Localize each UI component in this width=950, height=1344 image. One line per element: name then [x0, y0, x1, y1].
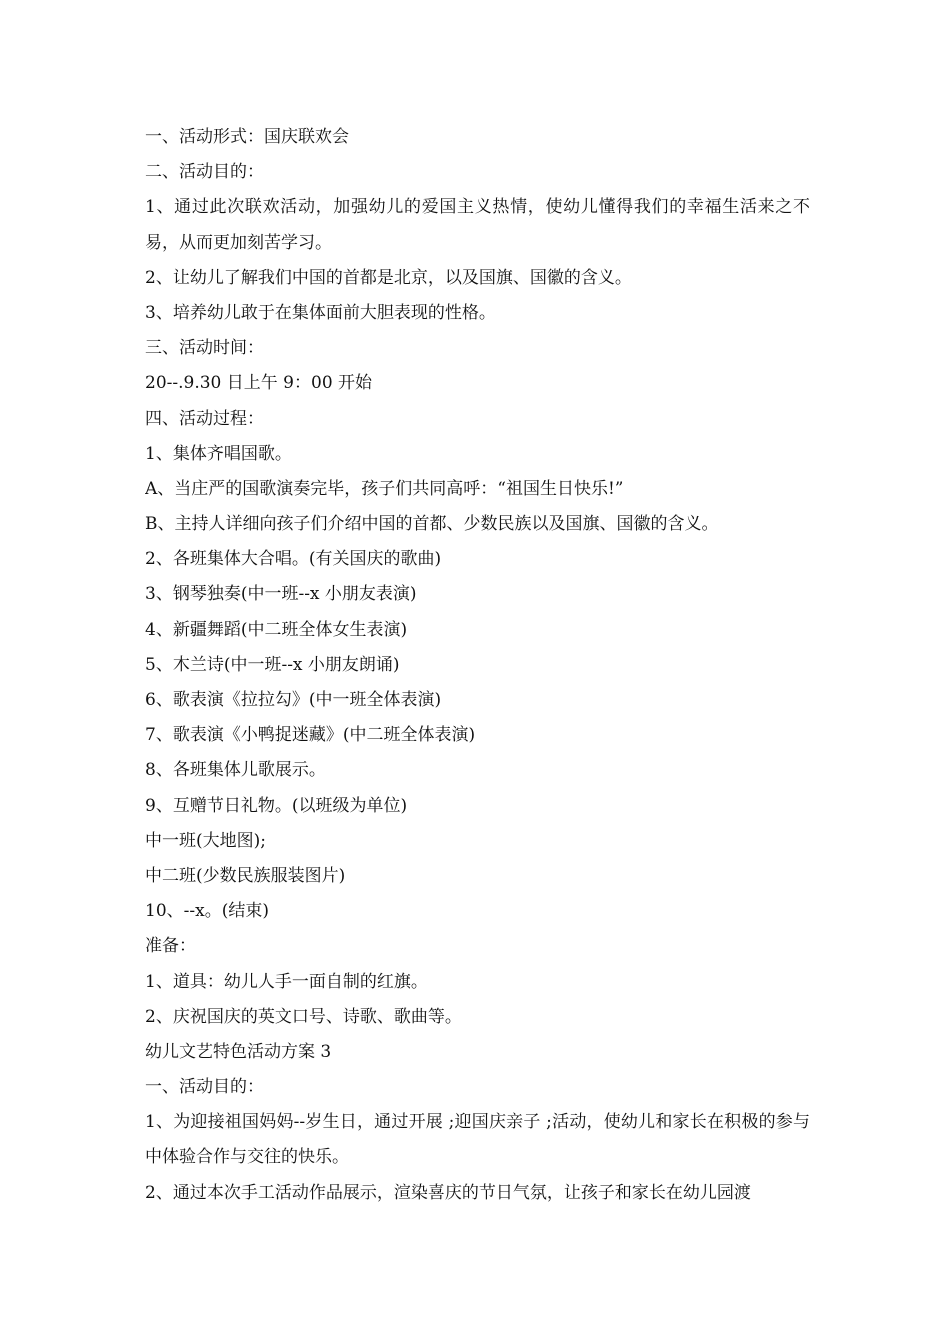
section-heading: 一、活动目的： [145, 1077, 264, 1098]
list-item: 2、庆祝国庆的英文口号、诗歌、歌曲等。 [145, 1006, 462, 1027]
paragraph: 2、通过本次手工活动作品展示，渲染喜庆的节日气氛，让孩子和家长在幼儿园渡 [145, 1182, 751, 1203]
paragraph: 20--.9.30 日上午 9：00 开始 [145, 373, 373, 394]
list-item: 6、歌表演《拉拉勾》(中一班全体表演) [145, 690, 442, 711]
paragraph: 3、培养幼儿敢于在集体面前大胆表现的性格。 [145, 302, 496, 323]
paragraph: 2、让幼儿了解我们中国的首都是北京，以及国旗、国徽的含义。 [145, 267, 632, 288]
list-item: 9、互赠节日礼物。(以班级为单位) [145, 795, 408, 816]
list-item: 1、道具：幼儿人手一面自制的红旗。 [145, 971, 428, 992]
list-item: 2、各班集体大合唱。(有关国庆的歌曲) [145, 549, 442, 570]
document-title: 幼儿文艺特色活动方案 3 [145, 1041, 332, 1062]
section-heading: 四、活动过程： [145, 408, 264, 429]
list-item: 中一班(大地图); [145, 830, 266, 851]
list-item: 5、木兰诗(中一班--x 小朋友朗诵) [145, 654, 400, 675]
list-item: 7、歌表演《小鸭捉迷藏》(中二班全体表演) [145, 725, 476, 746]
paragraph: 1、为迎接祖国妈妈--岁生日，通过开展 ;迎国庆亲子 ;活动，使幼儿和家长在积极的参与中体验合作与交往的快乐。 [145, 1112, 810, 1168]
document-body [145, 120, 810, 1211]
list-item: 中二班(少数民族服装图片) [145, 865, 346, 886]
list-item: A、当庄严的国歌演奏完毕，孩子们共同高呼：“祖国生日快乐!” [145, 478, 624, 499]
section-heading: 准备： [145, 936, 196, 957]
list-item: 10、--x。(结束) [145, 901, 269, 922]
list-item: 1、集体齐唱国歌。 [145, 443, 292, 464]
paragraph: 1、通过此次联欢活动，加强幼儿的爱国主义热情，使幼儿懂得我们的幸福生活来之不易，从而更加刻苦学习。 [145, 197, 810, 253]
list-item: 8、各班集体儿歌展示。 [145, 760, 326, 781]
list-item: B、主持人详细向孩子们介绍中国的首都、少数民族以及国旗、国徽的含义。 [145, 514, 719, 535]
section-heading: 一、活动形式：国庆联欢会 [145, 127, 349, 147]
list-item: 3、钢琴独奏(中一班--x 小朋友表演) [145, 584, 417, 605]
section-heading: 二、活动目的： [145, 162, 264, 183]
section-heading: 三、活动时间： [145, 338, 264, 359]
list-item: 4、新疆舞蹈(中二班全体女生表演) [145, 619, 408, 640]
